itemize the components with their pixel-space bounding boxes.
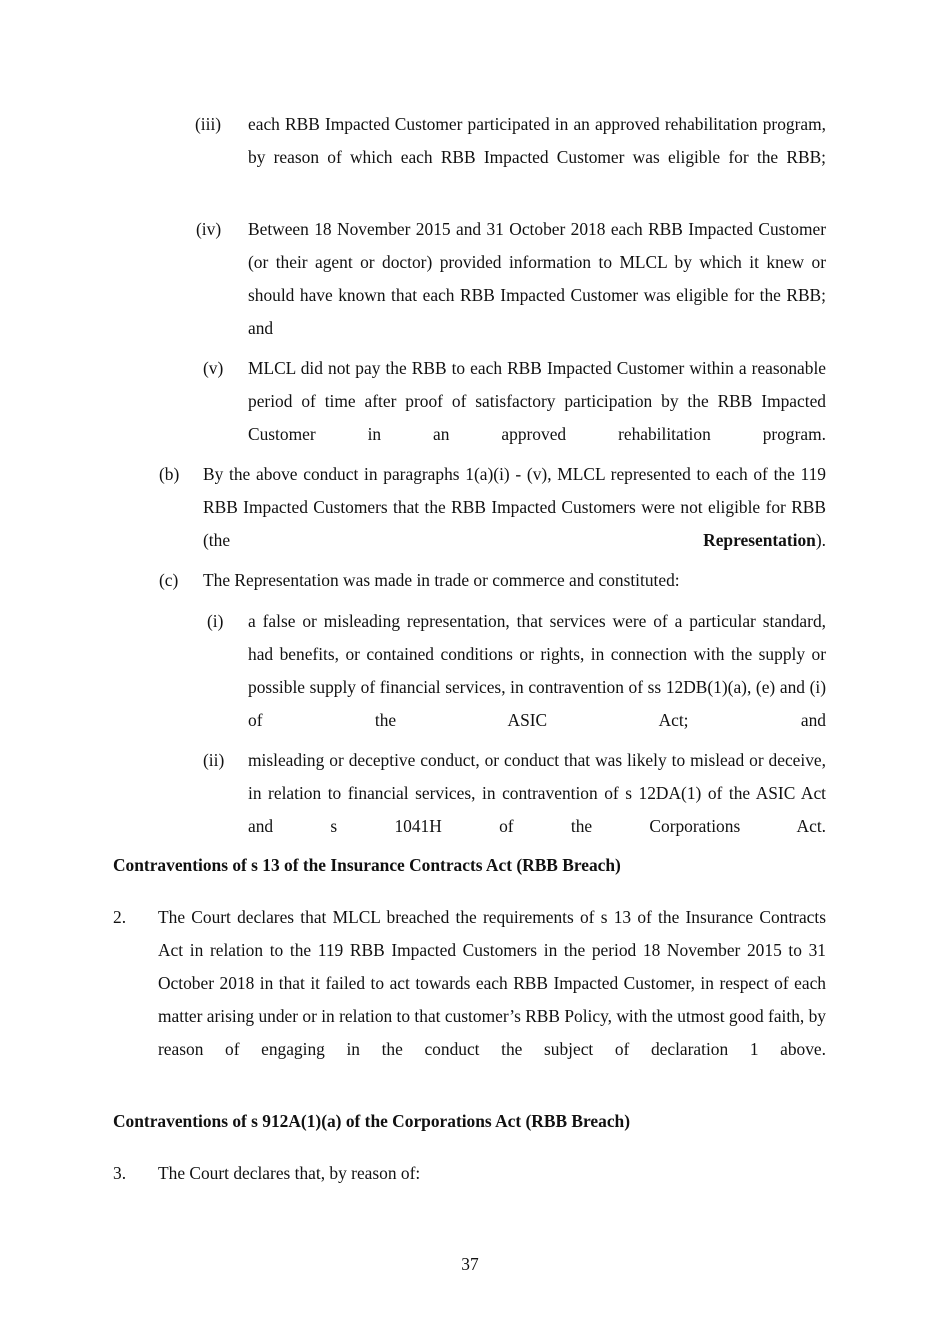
- item-label: 2.: [113, 907, 127, 927]
- defined-term: Representation: [703, 530, 816, 550]
- list-item: misleading or deceptive conduct, or conduct that was likely to mislead or deceive, in relation to financial services, in contravention of s 12DA(1) of the ASIC Act and s 1041H of the Corporations Act.: [248, 750, 826, 836]
- section-heading: Contraventions of s 912A(1)(a) of the Corporations Act (RBB Breach): [113, 1111, 630, 1131]
- item-label: 3.: [113, 1163, 127, 1183]
- page-number: 37: [461, 1254, 479, 1274]
- item-label: (iv): [196, 219, 222, 239]
- item-label: (v): [203, 358, 224, 378]
- item-label: (i): [207, 611, 224, 631]
- item-label: (ii): [203, 750, 225, 770]
- list-item: a false or misleading representation, that services were of a particular standard, had benefits, or contained conditions or rights, in connection with the supply or possible supply of financial services, in contravention of ss 12DB(1)(a), (e) and (i) of the ASIC Act; and: [248, 611, 826, 730]
- item-label: (c): [159, 570, 179, 590]
- list-item: The Representation was made in trade or commerce and constituted:: [203, 570, 680, 590]
- item-label: (iii): [195, 114, 222, 134]
- list-item: each RBB Impacted Customer participated in an approved rehabilitation program, by reason of which each RBB Impacted Customer was eligible for the RBB;: [248, 114, 826, 167]
- list-item: Between 18 November 2015 and 31 October 2018 each RBB Impacted Customer (or their agent or doctor) provided information to MLCL by which it knew or should have known that each RBB Impacted Customer was eligible for the RBB; and: [248, 219, 826, 338]
- list-item: MLCL did not pay the RBB to each RBB Impacted Customer within a reasonable period of time after proof of satisfactory participation by the RBB Impacted Customer in an approved rehabilitation program.: [248, 358, 826, 444]
- list-item: By the above conduct in paragraphs 1(a)(i) - (v), MLCL represented to each of the 119 RBB Impacted Customers that the RBB Impacted Customers were not eligible for RBB (the Representation).: [203, 464, 826, 550]
- list-item: The Court declares that, by reason of:: [158, 1163, 421, 1183]
- list-item: The Court declares that MLCL breached the requirements of s 13 of the Insurance Contracts Act in relation to the 119 RBB Impacted Customers in the period 18 November 2015 to 31 October 2018 in that it failed to act towards each RBB Impacted Customer, in respect of each matter arising under or in relation to that customer’s RBB Policy, with the utmost good faith, by reason of engaging in the conduct the subject of declaration 1 above.: [158, 907, 826, 1059]
- item-label: (b): [159, 464, 180, 484]
- section-heading: Contraventions of s 13 of the Insurance Contracts Act (RBB Breach): [113, 855, 621, 875]
